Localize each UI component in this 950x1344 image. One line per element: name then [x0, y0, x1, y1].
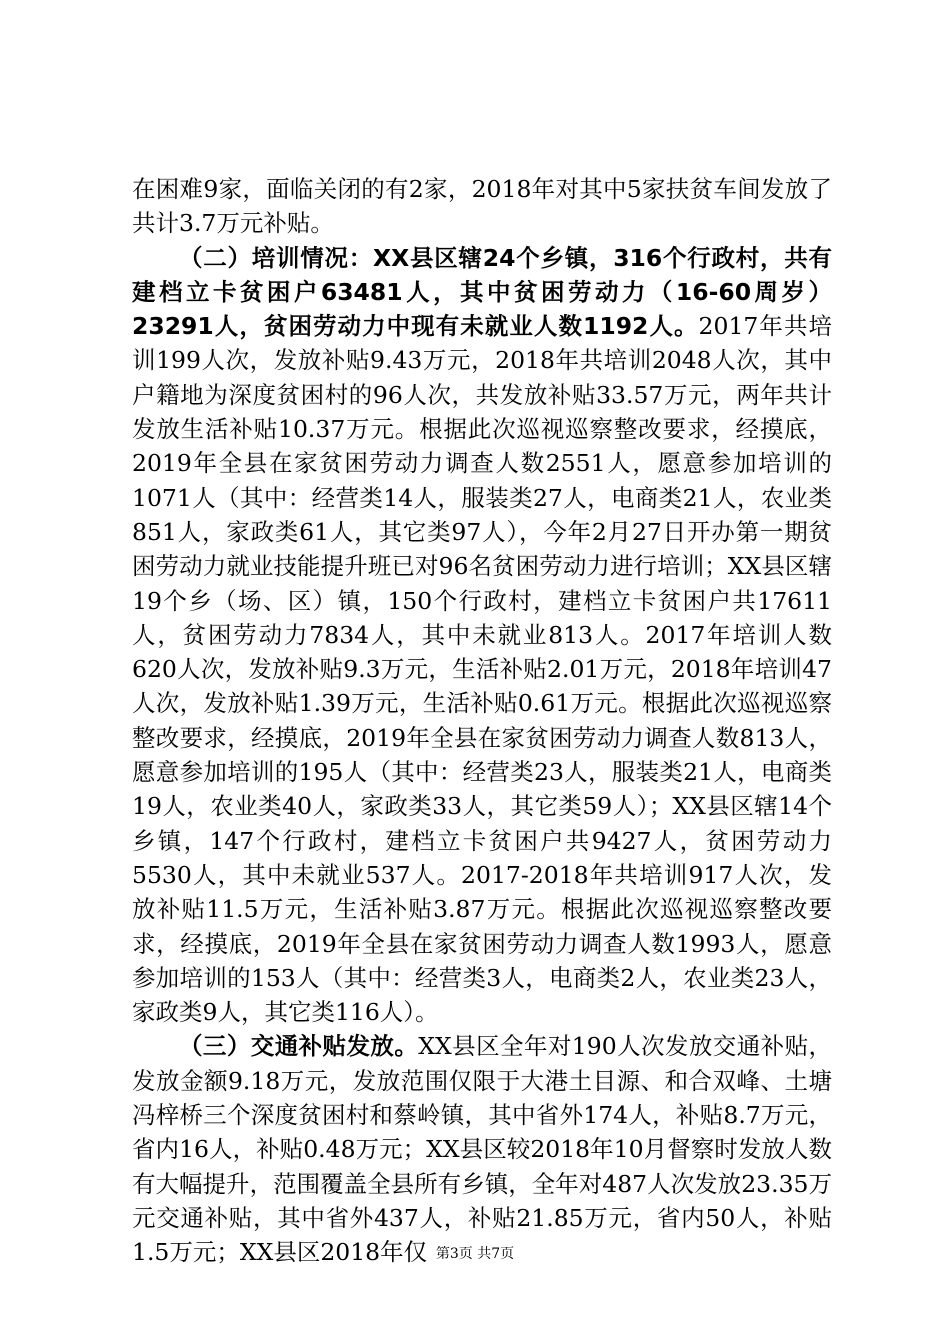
paragraph-text: XX县区全年对190人次发放交通补贴，发放金额9.18万元，发放范围仅限于大港土目源、和合双峰、土塘冯梓桥三个深度贫困村和蔡岭镇，其中省外174人，补贴8.7万元，省内16人，补贴0.48万元；XX县区较2018年10月督察时发放人数有大幅提升，范围覆盖全县所有乡镇，全年对487人次发放23.35万元交通补贴，其中省外437人，补贴21.85万元，省内50人，补贴1.5万元；XX县区2018年仅 [132, 1032, 832, 1267]
section-heading-training: （二）培训情况：XX县区辖24个乡镇，316个行政村，共有建档立卡贫困户63481人，其中贫困劳动力（16-60周岁）23291人，贫困劳动力中现有未就业人数1192人。 [132, 243, 832, 341]
paragraph-transport-subsidy [132, 1029, 832, 1269]
document-body [132, 172, 832, 1270]
page-footer [0, 1243, 950, 1263]
paragraph-text: 在困难9家，面临关闭的有2家，2018年对其中5家扶贫车间发放了共计3.7万元补贴。 [132, 175, 832, 238]
page-number: 第3页 共7页 [435, 1246, 515, 1262]
paragraph-continuation [132, 172, 832, 241]
paragraph-training [132, 241, 832, 1030]
paragraph-text: 2017年共培训199人次，发放补贴9.43万元，2018年共培训2048人次，其中户籍地为深度贫困村的96人次，共发放补贴33.57万元，两年共计发放生活补贴10.37万元。根据此次巡视巡察整改要求，经摸底，2019年全县在家贫困劳动力调查人数2551人，愿意参加培训的1071人（其中：经营类14人，服装类27人，电商类21人，农业类851人，家政类61人，其它类97人），今年2月27日开办第一期贫困劳动力就业技能提升班已对96名贫困劳动力进行培训；XX县区辖19个乡（场、区）镇，150个行政村，建档立卡贫困户共17611人，贫困劳动力7834人，其中未就业813人。2017年培训人数620人次，发放补贴9.3万元，生活补贴2.01万元，2018年培训47人次，发放补贴1.39万元，生活补贴0.61万元。根据此次巡视巡察整改要求，经摸底，2019年全县在家贫困劳动力调查人数813人，愿意参加培训的195人（其中：经营类23人，服装类21人，电商类19人，农业类40人，家政类33人，其它类59人）；XX县区辖14个乡镇，147个行政村，建档立卡贫困户共9427人，贫困劳动力5530人，其中未就业537人。2017-2018年共培训917人次，发放补贴11.5万元，生活补贴3.87万元。根据此次巡视巡察整改要求，经摸底，2019年全县在家贫困劳动力调查人数1993人，愿意参加培训的153人（其中：经营类3人，电商类2人，农业类23人，家政类9人，其它类116人）。 [132, 312, 832, 1027]
section-heading-transport: （三）交通补贴发放。 [179, 1032, 419, 1061]
